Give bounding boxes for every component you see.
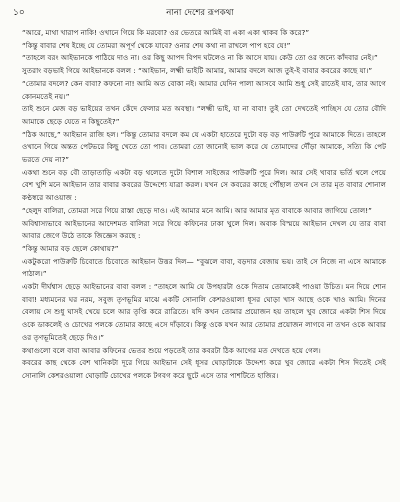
paragraph: একথা শুনে বড় বৌ তাড়াতাড়ি একটা বড় থলেতে দুটো বিশাল সাইজের পাউরুটি পুরে দিল। আর সেই খাবার ভর্তি থলে পেয়ে বেশ খুশি মনে আইভান তার বাবার কবরের উদ্দেশ্যে যাত্রা করল। যখন সে কবরের কাছে পৌঁছাল তখন সে তার মৃত বাবার শোনাল কণ্ঠস্বরে আওয়াজ : <box>22 167 386 203</box>
paragraph: একটুকরো পাউরুটি চিবোতে চিবোতে আইভান উত্তর দিল— “বুঝলে বাবা, বড়দার বেজায় ভয়। তাই সে নিজে না এসে আমাকে পাঠাল।” <box>22 256 386 279</box>
paragraph: কথাগুলো বলে বাবা আবার কফিনের ভেতর শুয়ে পড়তেই তার কবরটা ঠিক আগের মত দেখতে হয়ে গেল। <box>22 345 321 355</box>
paragraph: “ঠিক আছে,” আইভান রাজি হল। “কিন্তু তোমার বদলে কম যে একটা হাতেরে দুটো বড় বড় পাউরুটি পুরে আমাকে দিতে। তাহলে ওখানে গিয়ে অন্তত পেটভরে কিছু খেতে তো পাব। তোমরা তো জানোই ভাল করে যে তোমাদের দৌঁড়া আমাকে, সত্যি কি পেট ভরতে দেয় না?” <box>22 129 386 165</box>
paragraph: “তোমার বদলে? কেন বাবা? কফনো না! আমি অত বোকা নই। আমার যেদিন পালা আসবে আমি শুধু সেই রাতেই যাব, তার আগে কোনমতেই নয়।” <box>22 78 386 101</box>
paragraph: একটা দীর্ঘশ্বাস ছেড়ে আইভানের বাবা বলল : “তাহলে আমি যে উপহারটা ওকে দিতাম তোমাকেই পাওয়া উচিত। মন দিয়ে শোন বাবা! মধ্যমনের ঘর নরম, সবুজ তৃণভূমির মাঝে একটি সোনালি কেশরওয়ালা ধূসর ঘোড়া খাস আছে ওকে খাও আমি। দিনের বেলায় সে শুধু ঘাসই খেয়ে চলে আর তৃপ্তি করে রাত্রিতে। যদি কখন তোমার প্রয়োজন হয় তাহলে খুব জোরে একটা শিস দিয়ে ওকে ডাকলেই ও চোখের পলকে তোমার কাছে এসে দাঁড়াবে। কিন্তু ওকে যখন আর তোমার প্রয়োজন লাগবে না তখন ওকে আবার ওর তৃণভূমিতেই ছেড়ে দিও।” <box>22 282 386 342</box>
paragraph: “কিন্তু আমার বড় ছেলে কোথায়?” <box>22 243 119 253</box>
paragraph: “তাহলে বরং আইভানকে পাঠিয়ে দাও না। ওর কিছু আপদ বিপদ ঘটলেও না কি আসে যায়। কেউ তো ওর জন্যে কাঁদবার নেই।” <box>22 53 378 63</box>
paragraph: “কিন্তু বাবার শেষ ইচ্ছে যে তোমরা অপূর্ণ থেকে যাবে? ওনার শেষ কথা না রাখলে পাপ হবে যে!” <box>22 40 291 50</box>
paragraph: “আরে, মাথা খারাপ নাকি! ওখানে গিয়ে কি মরবো? ওর ভেতরে আমিই বা একা একা থাকব কি করে?” <box>22 28 310 37</box>
paragraph: কবরের কাছ থেকে বেশ খানিকটা দূরে গিয়ে আইভান সেই ধূসর ঘোড়াটাকে উদ্দেশ্য করে খুব জোরে একটা শিস দিতেই সেই সোনালি কেশরওয়ালা ঘোড়াটি চোখের পলকে টগবগ করে ছুটে এসে তার পাশটিতে হাজির। <box>22 358 386 380</box>
paragraph: অবিশ্বাস্যভাবে আইভানের আদেশমত বালিরা সরে গিয়ে কফিনের ঢাকা খুলে দিল। অবাক বিস্ময়ে আইভান দেখল যে তার বাবা আবার জেগে উঠে তাকে জিজ্ঞেস করছে : <box>22 218 386 241</box>
page-number: ১০ <box>13 8 25 18</box>
paragraph: সুতরাং বড়ভাই গিয়ে আইভানকে বলল : “আইভান, লক্ষ্মী ভাইটি আমার, আমার বদলে আজ তুই-ই বাবার কবরের কাছে যা।” <box>22 66 373 76</box>
body-text <box>22 27 386 383</box>
paragraph: তাই শুনে মেজ বড় ভাইয়ের তখন কেঁদে ফেলার মত অবস্থা। “লক্ষ্মী ভাই, যা না বাবা! তুই তো দেখতেই পাচ্ছিস যে তোর বৌদি আমাকে ছেড়ে যেতে ন কিছুতেই?” <box>22 104 386 126</box>
running-title: নানা দেশের রূপকথা <box>166 8 234 18</box>
paragraph: “হেলুদ বালিরা, তোমরা সরে গিয়ে রাস্তা ছেড়ে দাও। এই আমার মনে আমি। আর আমার মৃত বাবাকে আবার জাগিয়ে তোল!” <box>22 205 372 215</box>
page-header <box>0 6 400 20</box>
